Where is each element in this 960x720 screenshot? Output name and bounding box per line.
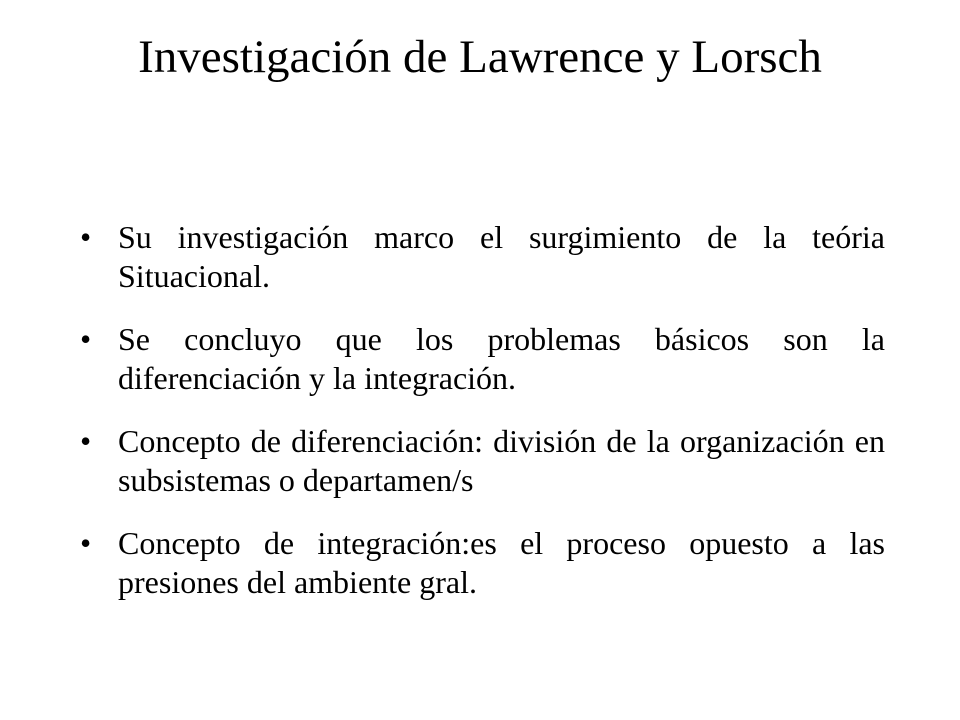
- bullet-item: [80, 422, 885, 500]
- bullet-text: Su investigación marco el surgimiento de la teória Situacional.: [118, 219, 885, 294]
- bullet-text: Concepto de diferenciación: división de la organización en subsistemas o departamen/s: [118, 423, 885, 498]
- bullet-marker: •: [80, 321, 92, 357]
- bullet-item: [80, 320, 885, 398]
- bullet-marker: •: [80, 423, 92, 459]
- bullet-marker: •: [80, 219, 92, 255]
- bullet-item: [80, 524, 885, 602]
- slide-title: Investigación de Lawrence y Lorsch: [138, 31, 822, 83]
- bullet-list: [80, 218, 885, 626]
- bullet-item: [80, 218, 885, 296]
- bullet-text: Se concluyo que los problemas básicos son la diferenciación y la integración.: [118, 321, 885, 396]
- bullet-marker: •: [80, 525, 92, 561]
- bullet-text: Concepto de integración:es el proceso opuesto a las presiones del ambiente gral.: [118, 525, 885, 600]
